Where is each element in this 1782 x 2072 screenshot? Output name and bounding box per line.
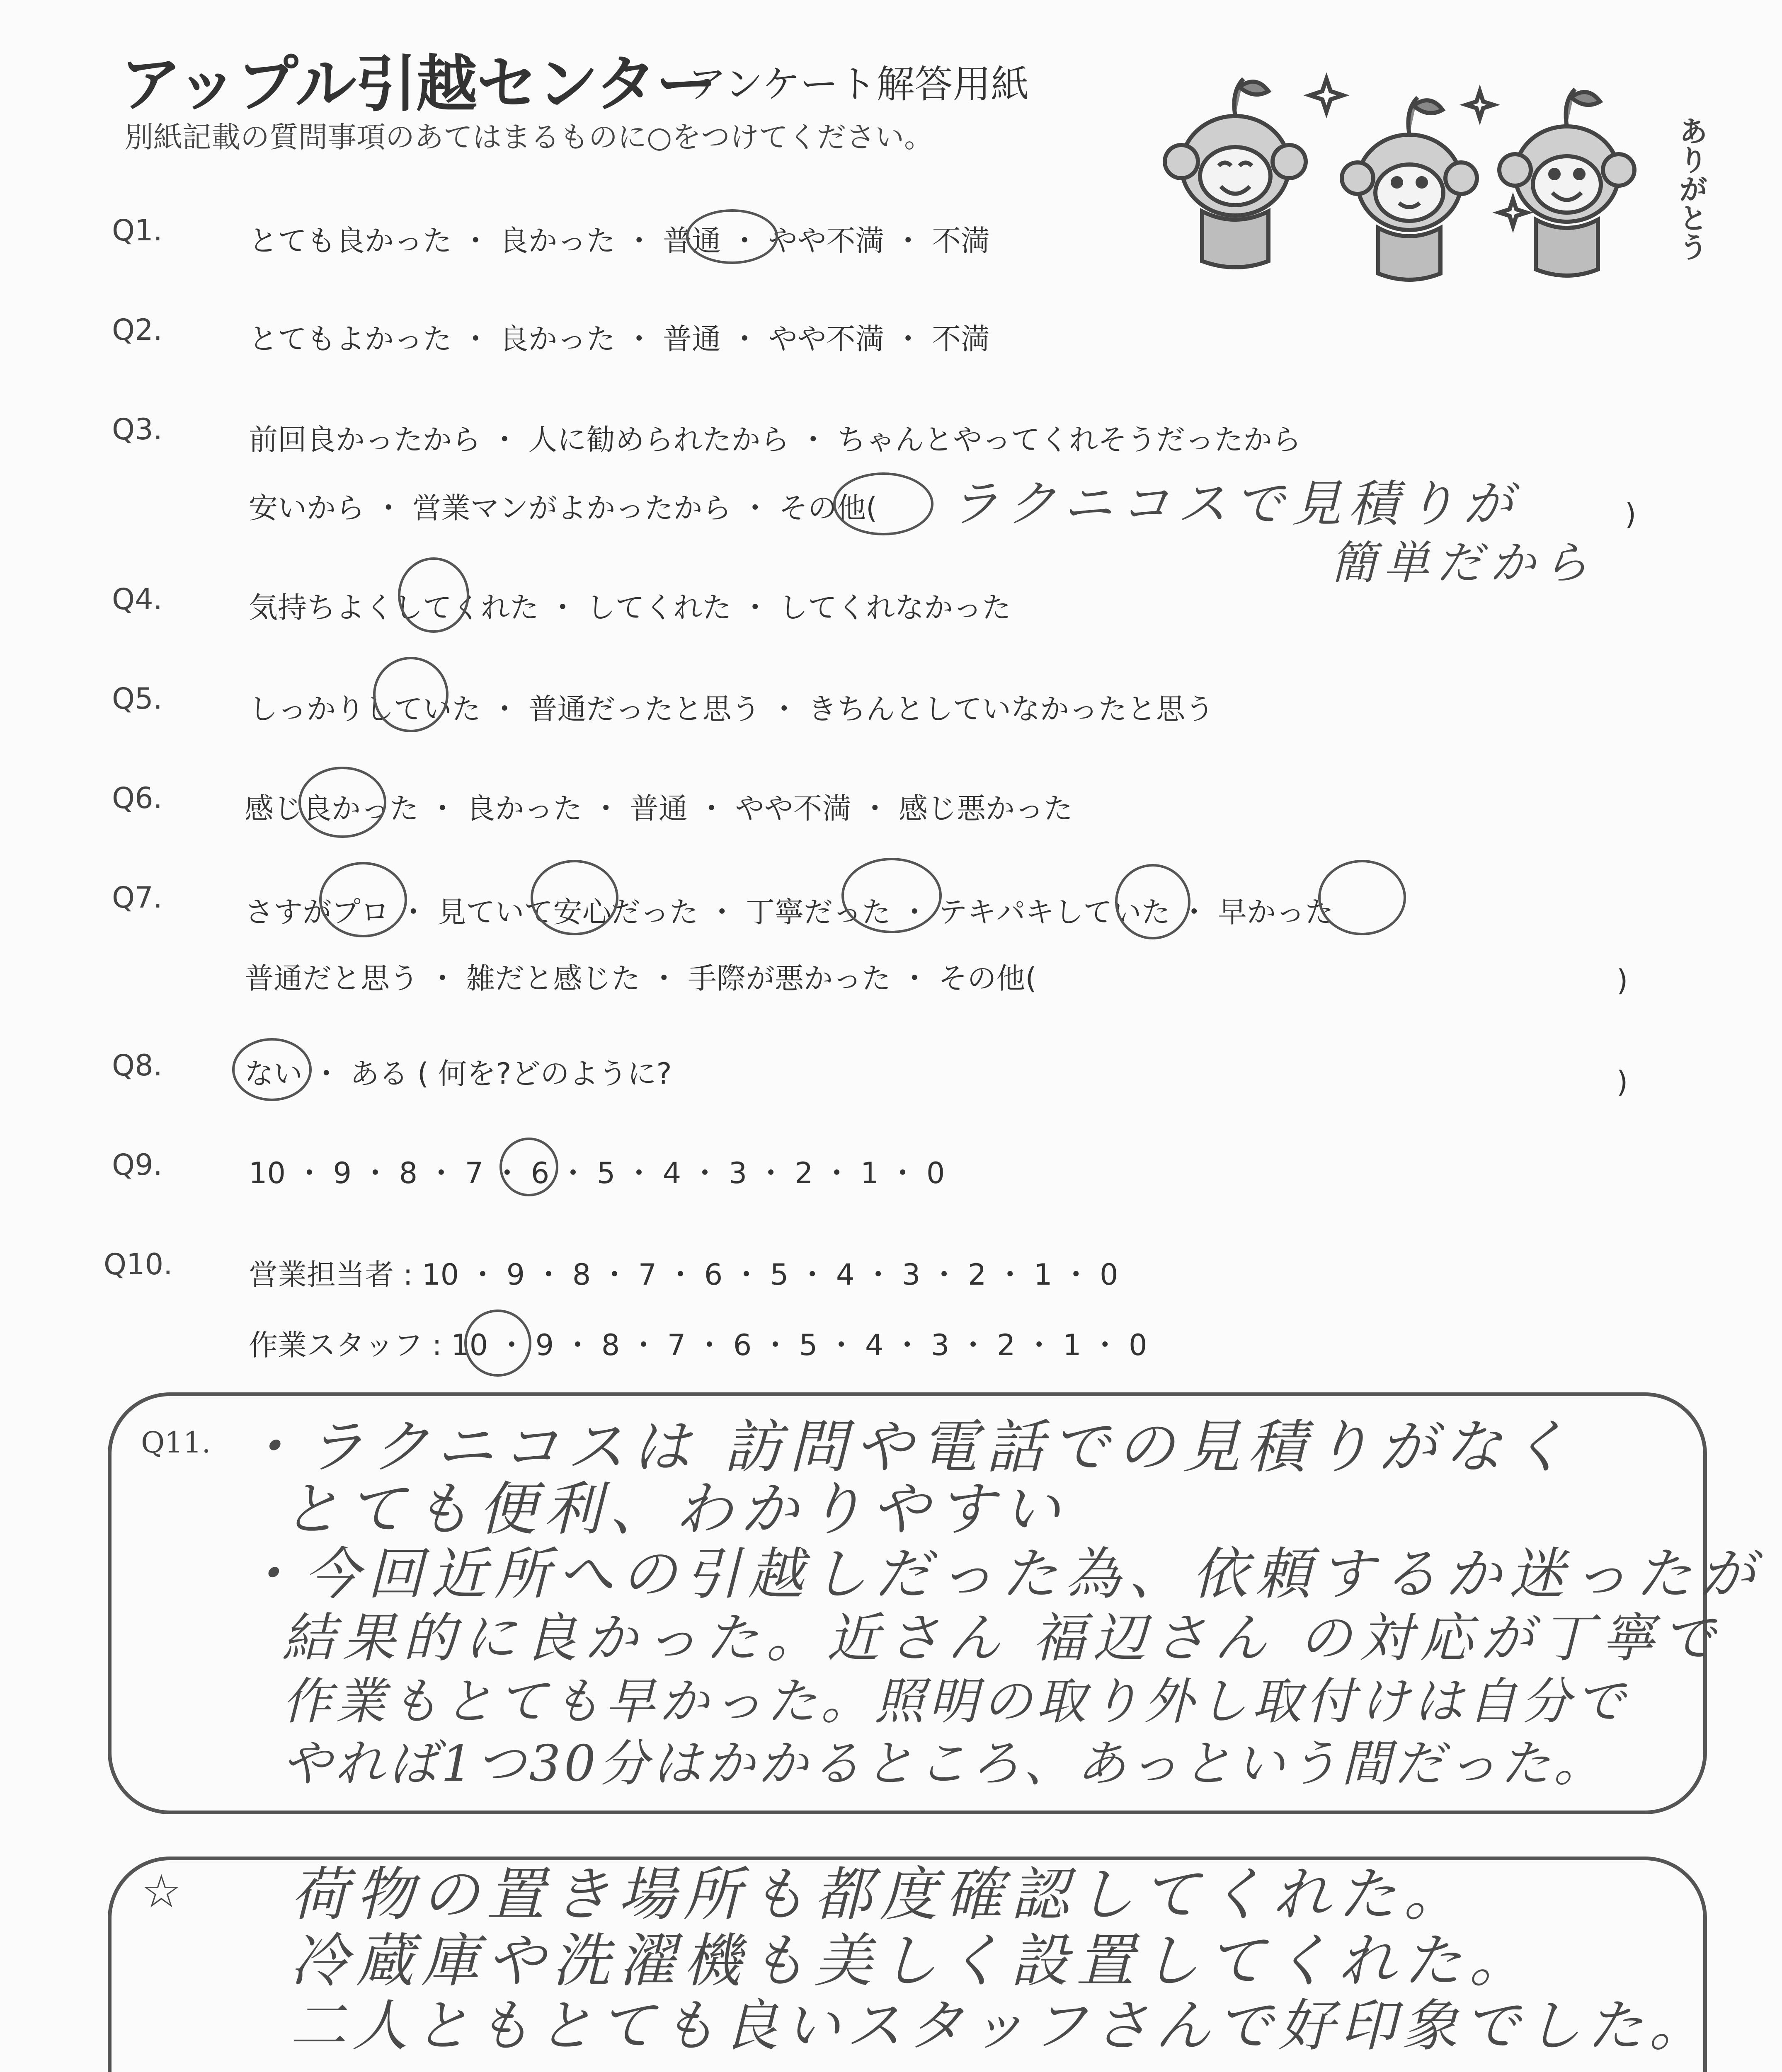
q7-close-paren: )	[1617, 963, 1628, 997]
q7-number: Q7.	[112, 881, 162, 915]
q3-handwritten-line1: ラクニコスで見積りが	[949, 475, 1520, 533]
q2-number: Q2.	[112, 313, 162, 347]
q7-answer-circle-hayai	[1318, 860, 1406, 935]
monkey-mascots-illustration	[1152, 62, 1704, 286]
q3-answer-circle	[833, 472, 933, 535]
q3-options-line1[interactable]: 前回良かったから ・ 人に勧められたから ・ ちゃんとやってくれそうだったから	[249, 423, 1302, 457]
q10-staff-answer-circle	[464, 1310, 531, 1377]
q7-answer-circle-anshin	[531, 860, 618, 935]
q11-line-1: ・ラクニコスは 訪問や電話での見積りがなく	[240, 1414, 1575, 1481]
q10-sales-scale[interactable]: 営業担当者 : 10 ・ 9 ・ 8 ・ 7 ・ 6 ・ 5 ・ 4 ・ 3 ・ 2 ・ 1 ・ 0	[249, 1258, 1118, 1292]
q5-number: Q5.	[112, 682, 162, 716]
q3-close-paren: )	[1625, 497, 1637, 531]
q2-options[interactable]: とてもよかった ・ 良かった ・ 普通 ・ やや不満 ・ 不満	[249, 322, 990, 356]
q3-handwritten-line2: 簡単だから	[1331, 536, 1596, 589]
q3-options-line2[interactable]: 安いから ・ 営業マンがよかったから ・ その他(	[249, 491, 878, 525]
q8-number: Q8.	[112, 1048, 162, 1082]
star-comment-line-2: 冷蔵庫や洗濯機も美しく設置してくれた。	[290, 1927, 1535, 1995]
q6-number: Q6.	[112, 781, 162, 815]
q10-number: Q10.	[104, 1247, 173, 1281]
q4-number: Q4.	[112, 582, 162, 616]
q9-scale[interactable]: 10 ・ 9 ・ 8 ・ 7 ・ 6 ・ 5 ・ 4 ・ 3 ・ 2 ・ 1 ・ 0	[249, 1156, 945, 1190]
q6-options[interactable]: 感じ良かった ・ 良かった ・ 普通 ・ やや不満 ・ 感じ悪かった	[245, 792, 1073, 825]
q4-options[interactable]: 気持ちよくしてくれた ・ してくれた ・ してくれなかった	[249, 591, 1011, 625]
q1-answer-circle	[686, 209, 778, 264]
form-title: アップル引越センター	[120, 48, 716, 120]
q7-answer-circle-teinei	[841, 858, 942, 933]
q7-options-line1[interactable]: さすがプロ ・ 見ていて安心だった ・ 丁寧だった ・ テキパキしていた ・ 早かった	[245, 895, 1334, 929]
star-comment-line-3: 二人ともとても良いスタッフさんで好印象でした。	[290, 1993, 1711, 2058]
q9-answer-circle	[499, 1138, 558, 1196]
q1-options[interactable]: とても良かった ・ 良かった ・ 普通 ・ やや不満 ・ 不満	[249, 224, 990, 258]
mascot-thanks-text: ありがとう	[1674, 116, 1708, 261]
star-mark: ☆	[141, 1865, 182, 1918]
instructions: 別紙記載の質問事項のあてはまるものに○をつけてください。	[124, 120, 933, 154]
q3-number: Q3.	[112, 412, 162, 446]
q1-number: Q1.	[112, 213, 162, 247]
q8-close-paren: )	[1617, 1065, 1628, 1099]
q7-options-line2[interactable]: 普通だと思う ・ 雑だと感じた ・ 手際が悪かった ・ その他(	[245, 961, 1037, 995]
q8-options[interactable]: ない ・ ある ( 何を?どのように?	[245, 1057, 672, 1091]
q11-line-4: 結果的に良かった。近さん 福辺さん の対応が丁寧で	[282, 1607, 1723, 1669]
star-comment-line-1: 荷物の置き場所も都度確認してくれた。	[290, 1861, 1469, 1929]
q4-answer-circle	[398, 557, 469, 633]
q11-number: Q11.	[141, 1426, 211, 1460]
q10-staff-scale[interactable]: 作業スタッフ : 10 ・ 9 ・ 8 ・ 7 ・ 6 ・ 5 ・ 4 ・ 3 ・ 2 ・ 1 ・ 0	[249, 1328, 1147, 1362]
q6-answer-circle	[298, 767, 386, 838]
q7-answer-circle-tekipaki	[1115, 864, 1190, 939]
q11-line-5: 作業もとても早かった。照明の取り外し取付けは自分で	[282, 1673, 1629, 1731]
q11-line-3: ・今回近所への引越しだった為、依頼するか迷ったが	[240, 1542, 1763, 1607]
q7-answer-circle-pro	[319, 862, 407, 937]
q11-line-2: とても便利、わかりやすい	[282, 1476, 1068, 1543]
form-subtitle: アンケート解答用紙	[688, 62, 1029, 107]
q5-answer-circle	[373, 657, 449, 732]
q11-line-6: やれば1つ30分はかかるところ、あっという間だった。	[282, 1735, 1607, 1793]
q5-options[interactable]: しっかりしていた ・ 普通だったと思う ・ きちんとしていなかったと思う	[249, 692, 1215, 726]
q9-number: Q9.	[112, 1148, 162, 1182]
q8-answer-circle	[232, 1038, 312, 1101]
